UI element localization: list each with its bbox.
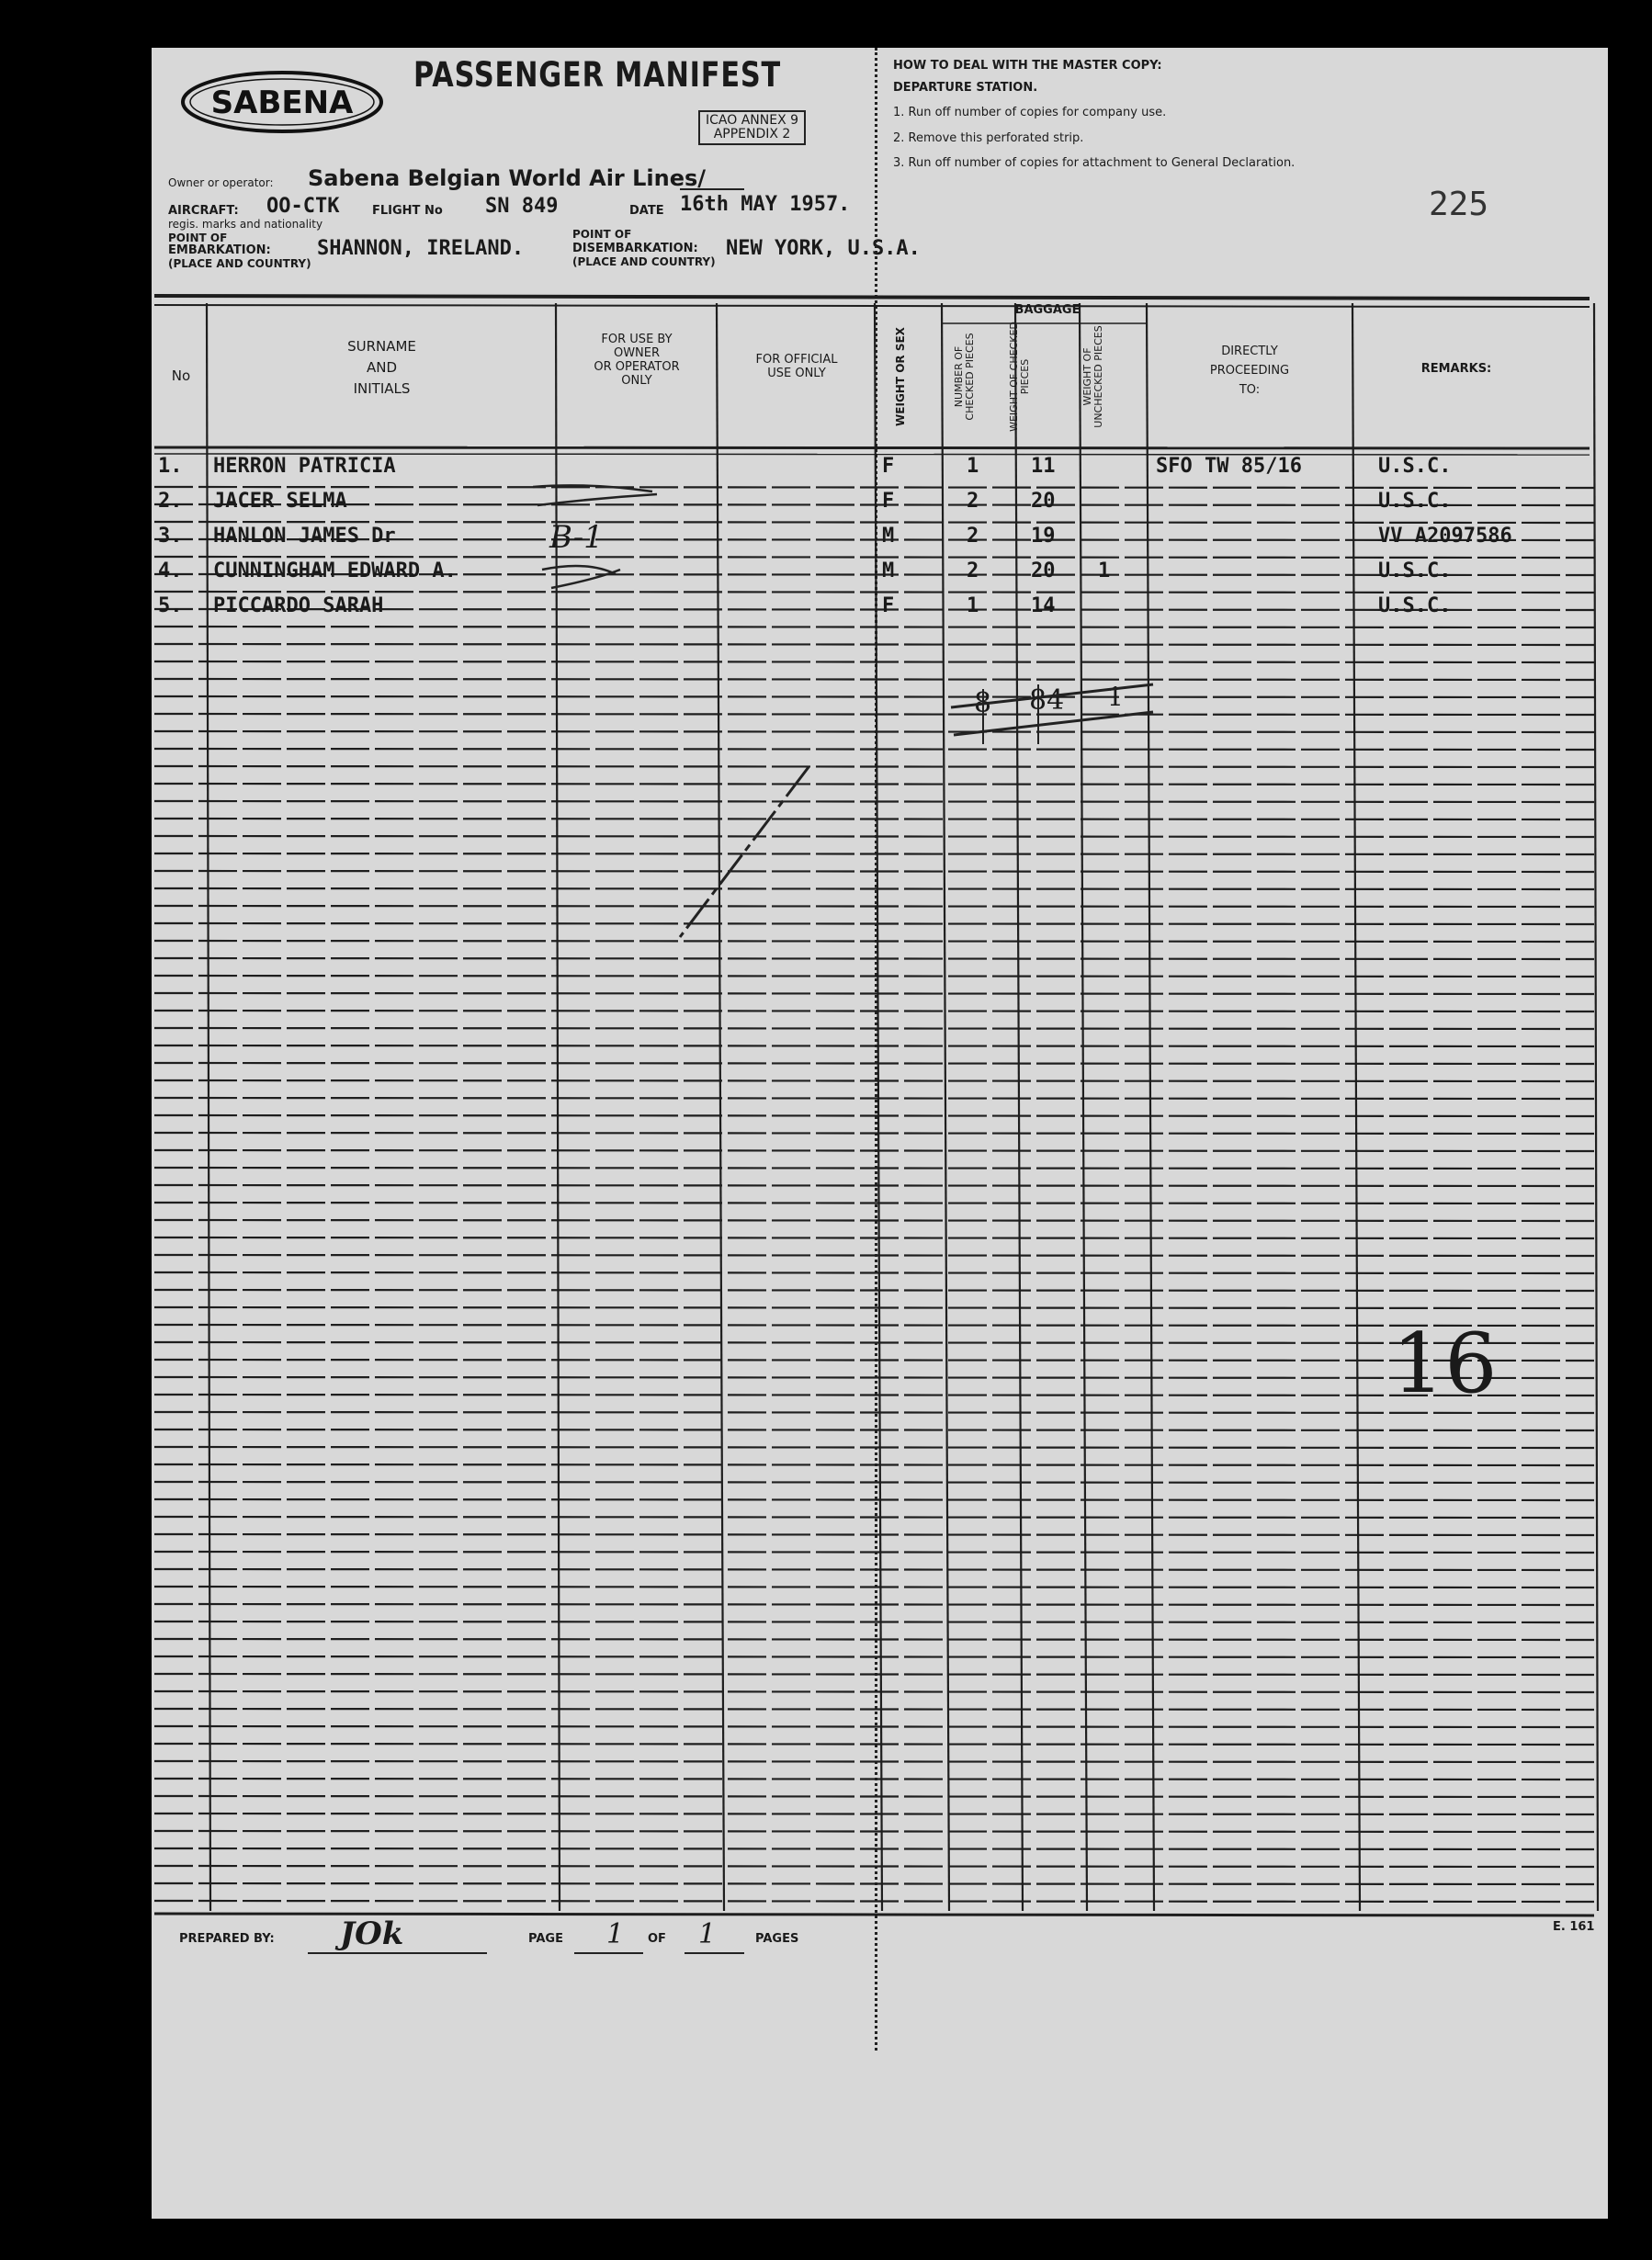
passenger-3-sex: M: [882, 525, 895, 548]
passenger-3-pieces: 2: [967, 525, 979, 548]
owner-label: Owner or operator:: [168, 176, 274, 189]
col-header-surname: [209, 336, 554, 400]
col-header-proceeding-2: PROCEEDING: [1209, 364, 1290, 378]
passenger-2-pieces: 2: [967, 490, 979, 513]
page-label: PAGE: [528, 1932, 563, 1946]
passenger-1-remarks: U.S.C.: [1378, 455, 1452, 478]
passenger-4-name: CUNNINGHAM EDWARD A.: [213, 559, 457, 582]
of-line: [685, 1952, 744, 1954]
owner-handwritten-mark: B-1: [549, 519, 604, 556]
passenger-1-name: HERRON PATRICIA: [213, 455, 396, 478]
col-header-owner-use-4: ONLY: [621, 374, 652, 388]
instructions-sub: DEPARTURE STATION.: [893, 81, 1038, 95]
date-value: 16th MAY 1957.: [680, 193, 851, 216]
flight-label: FLIGHT No: [372, 204, 443, 218]
instruction-1: 1. Run off number of copies for company use.: [893, 106, 1167, 119]
diagonal-pen-stroke: [671, 753, 827, 965]
passenger-2-name: JACER SELMA: [213, 490, 347, 513]
col-header-proceeding: [1148, 342, 1351, 400]
of-label: OF: [648, 1932, 666, 1946]
total-weight: 84: [1029, 684, 1065, 717]
form-code: E. 161: [1553, 1920, 1595, 1934]
passenger-4-pieces: 2: [967, 559, 979, 582]
passenger-1-weight: 11: [1031, 455, 1056, 478]
aircraft-label: AIRCRAFT:: [168, 204, 239, 218]
col-header-proceeding-3: TO:: [1239, 383, 1261, 397]
instruction-2: 2. Remove this perforated strip.: [893, 131, 1084, 145]
instruction-3: 3. Run off number of copies for attachment to General Declaration.: [893, 156, 1296, 170]
page-value: 1: [606, 1918, 625, 1950]
passenger-3-remarks: VV A2097586: [1378, 525, 1512, 548]
col-header-baggage: BAGGAGE: [1014, 303, 1081, 317]
embark-label-2: EMBARKATION:: [168, 243, 271, 257]
aircraft-value: OO-CTK: [266, 195, 340, 218]
owner-value: Sabena Belgian World Air Lines/: [308, 165, 707, 191]
passenger-4-remarks: U.S.C.: [1378, 559, 1452, 582]
prepared-by-signature: JOk: [340, 1915, 404, 1952]
icao-line-1: ICAO ANNEX 9: [706, 113, 799, 128]
col-header-remarks: REMARKS:: [1420, 362, 1492, 376]
disembark-label-1: POINT OF: [572, 228, 632, 241]
passenger-4-unchecked: 1: [1098, 559, 1111, 582]
totals-strike-lines: [946, 666, 1158, 749]
embark-value: SHANNON, IRELAND.: [317, 237, 525, 260]
total-unchecked: 1: [1107, 682, 1124, 712]
passenger-5-pieces: 1: [967, 594, 979, 617]
passenger-2-sex: F: [882, 490, 895, 513]
passenger-4-no: 4.: [158, 559, 183, 582]
page-title: PASSENGER MANIFEST: [413, 55, 782, 95]
passenger-2-no: 2.: [158, 490, 183, 513]
logo-text: SABENA: [210, 85, 354, 121]
col-header-checked-pieces: NUMBER OF CHECKED PIECES: [953, 333, 976, 421]
pages-label: PAGES: [755, 1932, 799, 1946]
col-header-official-1: FOR OFFICIAL: [755, 353, 838, 367]
col-header-owner-use-1: FOR USE BY: [601, 333, 673, 346]
flight-value: SN 849: [485, 195, 559, 218]
passenger-5-sex: F: [882, 594, 895, 617]
col-header-surname-2: AND: [366, 359, 398, 376]
passenger-1-no: 1.: [158, 455, 183, 478]
col-header-official-use: [719, 353, 875, 380]
passenger-2-remarks: U.S.C.: [1378, 490, 1452, 513]
disembark-value: NEW YORK, U.S.A.: [726, 237, 921, 260]
icao-line-2: APPENDIX 2: [713, 127, 791, 141]
instructions-title: HOW TO DEAL WITH THE MASTER COPY:: [893, 59, 1162, 73]
date-label: DATE: [629, 204, 664, 218]
passenger-3-name: HANLON JAMES Dr: [213, 525, 396, 548]
passenger-1-proceeding: SFO TW 85/16: [1156, 455, 1302, 478]
col-header-checked-weight: WEIGHT OF CHECKED PIECES: [1008, 322, 1031, 432]
col-header-proceeding-1: DIRECTLY: [1221, 345, 1278, 358]
passenger-5-no: 5.: [158, 594, 183, 617]
prepared-by-line: [308, 1952, 487, 1954]
page-line: [574, 1952, 643, 1954]
passenger-3-weight: 19: [1031, 525, 1056, 548]
disembark-label-2: DISEMBARKATION:: [572, 242, 698, 255]
handwritten-big-number: 16: [1392, 1316, 1498, 1412]
passenger-2-weight: 20: [1031, 490, 1056, 513]
passenger-4-weight: 20: [1031, 559, 1056, 582]
col-header-owner-use-3: OR OPERATOR: [594, 360, 680, 374]
prepared-by-label: PREPARED BY:: [179, 1932, 275, 1946]
regis-label: regis. marks and nationality: [168, 218, 323, 231]
passenger-5-name: PICCARDO SARAH: [213, 594, 384, 617]
col-header-no: No: [171, 367, 191, 384]
col-header-owner-use: [559, 333, 715, 388]
col-header-surname-3: INITIALS: [353, 380, 411, 397]
page-stamp-number: 225: [1429, 186, 1489, 223]
embark-label-1: POINT OF: [168, 232, 228, 244]
owner-column-scribbles: [533, 478, 662, 606]
embark-label-3: (PLACE AND COUNTRY): [168, 257, 311, 270]
of-value: 1: [698, 1918, 717, 1950]
passenger-5-weight: 14: [1031, 594, 1056, 617]
col-header-weight-sex: WEIGHT OR SEX: [894, 327, 907, 426]
disembark-label-3: (PLACE AND COUNTRY): [572, 255, 716, 268]
passenger-4-sex: M: [882, 559, 895, 582]
passenger-1-sex: F: [882, 455, 895, 478]
total-pieces: 8: [974, 687, 992, 719]
passenger-5-remarks: U.S.C.: [1378, 594, 1452, 617]
passenger-3-no: 3.: [158, 525, 183, 548]
col-header-official-2: USE ONLY: [767, 367, 826, 380]
col-header-owner-use-2: OWNER: [613, 346, 661, 360]
col-header-surname-1: SURNAME: [347, 338, 416, 355]
col-header-unchecked-weight: WEIGHT OF UNCHECKED PIECES: [1081, 325, 1104, 428]
passenger-1-pieces: 1: [967, 455, 979, 478]
